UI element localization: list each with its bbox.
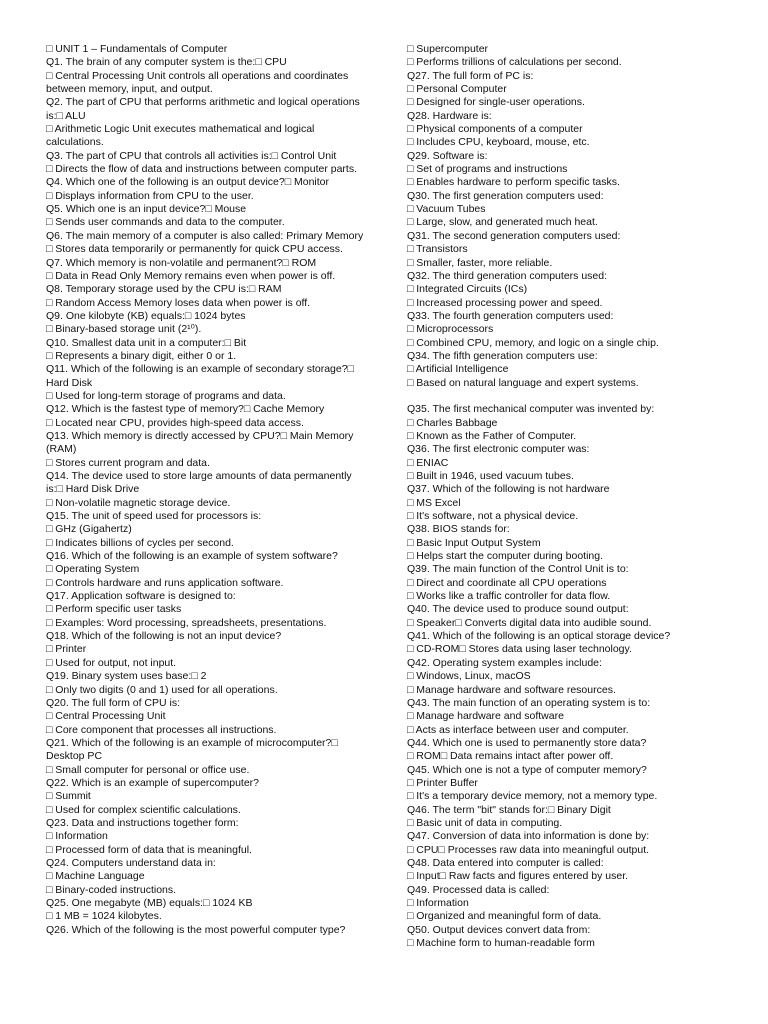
text-line: □ Windows, Linux, macOS — [407, 670, 531, 683]
text-line: □ Sends user commands and data to the computer. — [46, 216, 285, 229]
text-line: □ GHz (Gigahertz) — [46, 523, 132, 536]
text-line: □ Includes CPU, keyboard, mouse, etc. — [407, 136, 590, 149]
text-line: □ Performs trillions of calculations per second. — [407, 56, 622, 69]
text-line: Q15. The unit of speed used for processors is: — [46, 510, 262, 523]
text-line: Q40. The device used to produce sound output: — [407, 603, 629, 616]
text-line: □ Large, slow, and generated much heat. — [407, 216, 598, 229]
text-line: □ Basic unit of data in computing. — [407, 816, 563, 829]
text-line: Q45. Which one is not a type of computer memory? — [407, 763, 647, 776]
text-line: □ Only two digits (0 and 1) used for all operations. — [46, 683, 278, 696]
text-line: □ Artificial Intelligence — [407, 363, 509, 376]
text-line: □ Increased processing power and speed. — [407, 296, 603, 309]
text-line: Q22. Which is an example of supercomputer? — [46, 776, 260, 789]
text-line: □ Random Access Memory loses data when power is off. — [46, 296, 311, 309]
text-line: Q35. The first mechanical computer was invented by: — [407, 403, 655, 416]
text-line: □ Charles Babbage — [407, 416, 498, 429]
text-line: Q44. Which one is used to permanently store data? — [407, 736, 647, 749]
text-line: □ Indicates billions of cycles per second. — [46, 536, 234, 549]
text-line: Q33. The fourth generation computers used: — [407, 309, 614, 322]
text-line: Q10. Smallest data unit in a computer:□ Bit — [46, 336, 247, 349]
text-line: Q3. The part of CPU that controls all activities is:□ Control Unit — [46, 149, 337, 162]
text-line: □ Printer Buffer — [407, 776, 478, 789]
text-line: □ Acts as interface between user and computer. — [407, 723, 629, 736]
text-line: □ Controls hardware and runs application software. — [46, 576, 284, 589]
text-line: Q19. Binary system uses base:□ 2 — [46, 670, 207, 683]
text-line: Q36. The first electronic computer was: — [407, 443, 590, 456]
text-line: Q30. The first generation computers used: — [407, 189, 604, 202]
text-line: Q24. Computers understand data in: — [46, 856, 216, 869]
text-line: Q38. BIOS stands for: — [407, 523, 510, 536]
text-line: □ Small computer for personal or office use. — [46, 763, 250, 776]
text-line: □ Binary-coded instructions. — [46, 883, 177, 896]
text-line: Q26. Which of the following is the most powerful computer type? — [46, 923, 346, 936]
text-line: Q7. Which memory is non-volatile and permanent?□ ROM — [46, 256, 317, 269]
text-line: □ Combined CPU, memory, and logic on a single chip. — [407, 336, 659, 349]
text-line: □ Represents a binary digit, either 0 or 1. — [46, 349, 237, 362]
text-line: Q46. The term "bit" stands for:□ Binary Digit — [407, 803, 611, 816]
text-line: □ CPU□ Processes raw data into meaningful output. — [407, 843, 650, 856]
text-line: □ Stores data temporarily or permanently for quick CPU access. — [46, 243, 343, 256]
text-line: □ Arithmetic Logic Unit executes mathematical and logical calculations. — [46, 123, 315, 149]
text-line: Q17. Application software is designed to: — [46, 590, 236, 603]
text-line: Q29. Software is: — [407, 149, 488, 162]
text-line: □ Used for output, not input. — [46, 656, 177, 669]
text-line: □ Machine Language — [46, 870, 145, 883]
text-line: Q20. The full form of CPU is: — [46, 696, 181, 709]
text-line: Q48. Data entered into computer is called: — [407, 856, 604, 869]
text-line: □ Information — [46, 830, 108, 843]
text-line: Q6. The main memory of a computer is also called: Primary Memory — [46, 229, 364, 242]
text-line: Q37. Which of the following is not hardware — [407, 483, 610, 496]
text-line: □ Based on natural language and expert systems. — [407, 376, 639, 389]
text-line: □ MS Excel — [407, 496, 461, 509]
text-line: □ Located near CPU, provides high-speed data access. — [46, 416, 304, 429]
text-line: Q9. One kilobyte (KB) equals:□ 1024 bytes — [46, 309, 246, 322]
text-line: □ Helps start the computer during booting. — [407, 550, 604, 563]
text-line: □ It's software, not a physical device. — [407, 510, 579, 523]
text-line: Q32. The third generation computers used: — [407, 269, 608, 282]
text-line: □ Input□ Raw facts and figures entered by user. — [407, 870, 629, 883]
text-line: □ Set of programs and instructions — [407, 163, 568, 176]
text-line: □ Microprocessors — [407, 323, 494, 336]
text-line: □ Non-volatile magnetic storage device. — [46, 496, 231, 509]
text-line: □ 1 MB = 1024 kilobytes. — [46, 910, 162, 923]
text-line: Q18. Which of the following is not an input device? — [46, 630, 282, 643]
text-line: □ Used for complex scientific calculations. — [46, 803, 241, 816]
text-line: □ Physical components of a computer — [407, 123, 583, 136]
text-line: □ Central Processing Unit — [46, 710, 166, 723]
text-line: □ Transistors — [407, 243, 468, 256]
text-line: □ ENIAC — [407, 456, 449, 469]
text-line: Q5. Which one is an input device?□ Mouse — [46, 203, 247, 216]
text-line: □ Core component that processes all instructions. — [46, 723, 277, 736]
text-line: □ Information — [407, 897, 469, 909]
right-column — [407, 43, 727, 950]
text-line: Q1. The brain of any computer system is the:□ CPU — [46, 56, 287, 69]
text-line: Q14. The device used to store large amounts of data permanently is:□ Hard Disk Drive — [46, 470, 352, 496]
text-line: □ Smaller, faster, more reliable. — [407, 256, 553, 269]
text-line: □ Vacuum Tubes — [407, 203, 486, 216]
text-line: Q34. The fifth generation computers use: — [407, 349, 598, 362]
text-line: Q31. The second generation computers used: — [407, 229, 621, 242]
text-line: Q21. Which of the following is an example of microcomputer?□ Desktop PC — [46, 736, 338, 763]
text-line: Q41. Which of the following is an optical storage device? — [407, 630, 671, 643]
text-line: □ Designed for single-user operations. — [407, 96, 585, 109]
text-line — [407, 390, 727, 403]
text-line: □ Perform specific user tasks — [46, 603, 182, 616]
text-line: □ CD-ROM□ Stores data using laser technology. — [407, 643, 632, 656]
text-line: Q11. Which of the following is an example of secondary storage?□ Hard Disk — [46, 363, 354, 389]
text-line: Q4. Which one of the following is an output device?□ Monitor — [46, 176, 329, 189]
text-line: □ Enables hardware to perform specific tasks. — [407, 176, 620, 189]
text-line: □ Works like a traffic controller for data flow. — [407, 590, 611, 603]
text-line: □ Stores current program and data. — [46, 456, 210, 469]
text-line: □ Manage hardware and software resources. — [407, 683, 616, 696]
text-line: Q47. Conversion of data into information is done by: — [407, 830, 650, 843]
text-line: □ Displays information from CPU to the user. — [46, 189, 254, 202]
text-line: □ Printer — [46, 643, 87, 656]
text-line: Q39. The main function of the Control Unit is to: — [407, 563, 629, 576]
text-line: □ Machine form to human-readable form — [407, 937, 595, 950]
text-line: □ Binary-based storage unit (2¹⁰). — [46, 323, 202, 336]
text-line: □ Central Processing Unit controls all operations and coordinates between memory, input, and output. — [46, 69, 349, 96]
text-line: Q25. One megabyte (MB) equals:□ 1024 KB — [46, 897, 253, 909]
text-line: □ Speaker□ Converts digital data into audible sound. — [407, 616, 652, 629]
text-line: □ Organized and meaningful form of data. — [407, 910, 602, 923]
text-line: Q28. Hardware is: — [407, 109, 492, 122]
left-column — [46, 43, 368, 937]
text-line: □ Used for long-term storage of programs and data. — [46, 389, 286, 402]
text-line: Q2. The part of CPU that performs arithmetic and logical operations is:□ ALU — [46, 96, 360, 122]
text-line: □ Personal Computer — [407, 83, 507, 96]
text-line: Q23. Data and instructions together form: — [46, 816, 239, 829]
text-line: Q12. Which is the fastest type of memory?□ Cache Memory — [46, 403, 325, 416]
text-line: Q42. Operating system examples include: — [407, 656, 602, 669]
text-line: □ Known as the Father of Computer. — [407, 429, 577, 442]
text-line: □ Directs the flow of data and instructions between computer parts. — [46, 163, 357, 176]
text-line: Q49. Processed data is called: — [407, 883, 550, 896]
text-line: □ Data in Read Only Memory remains even when power is off. — [46, 269, 336, 282]
text-line: □ Direct and coordinate all CPU operations — [407, 576, 607, 589]
text-line: □ UNIT 1 – Fundamentals of Computer — [46, 43, 228, 55]
text-line: Q43. The main function of an operating system is to: — [407, 696, 651, 709]
text-line: □ Integrated Circuits (ICs) — [407, 283, 528, 296]
text-line: □ Operating System — [46, 563, 140, 576]
text-line: □ Basic Input Output System — [407, 536, 541, 549]
text-line: □ ROM□ Data remains intact after power off. — [407, 750, 614, 763]
text-line: Q13. Which memory is directly accessed by CPU?□ Main Memory (RAM) — [46, 429, 354, 456]
text-line: □ Manage hardware and software — [407, 710, 564, 723]
text-line: □ Examples: Word processing, spreadsheets, presentations. — [46, 616, 327, 629]
text-line: Q16. Which of the following is an example of system software? — [46, 550, 338, 563]
text-line: □ Summit — [46, 790, 91, 803]
text-line: Q8. Temporary storage used by the CPU is:□ RAM — [46, 283, 282, 296]
text-line: □ Built in 1946, used vacuum tubes. — [407, 470, 574, 482]
text-line: Q50. Output devices convert data from: — [407, 923, 591, 936]
text-line: Q27. The full form of PC is: — [407, 69, 534, 82]
text-line: □ Supercomputer — [407, 43, 489, 55]
text-line: □ Processed form of data that is meaningful. — [46, 843, 252, 856]
text-line: □ It's a temporary device memory, not a memory type. — [407, 790, 658, 803]
